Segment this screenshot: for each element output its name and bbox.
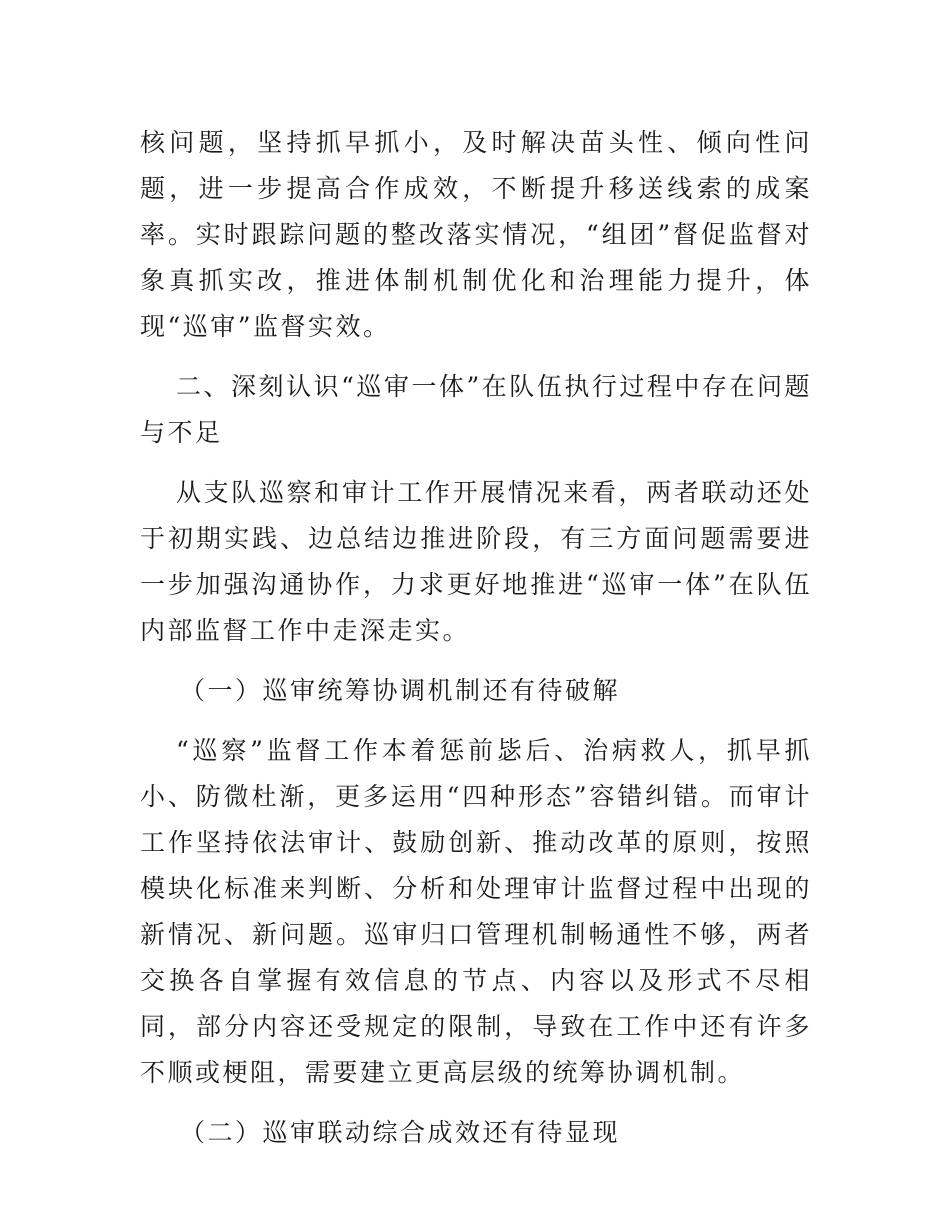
document-body xyxy=(140,120,812,1170)
paragraph-coordination: “巡察”监督工作本着惩前毖后、治病救人，抓早抓小、防微杜渐，更多运用“四种形态”容错纠错。而审计工作坚持依法审计、鼓励创新、推动改革的原则，按照模块化标准来判断、分析和处理审计监督过程中出现的新情况、新问题。巡审归口管理机制畅通性不够，两者交换各自掌握有效信息的节点、内容以及形式不尽相同，部分内容还受规定的限制，导致在工作中还有许多不顺或梗阻，需要建立更高层级的统筹协调机制。 xyxy=(140,736,812,1087)
paragraph-continuation: 核问题，坚持抓早抓小，及时解决苗头性、倾向性问题，进一步提高合作成效，不断提升移送线索的成案率。实时跟踪问题的整改落实情况，“组团”督促监督对象真抓实改，推进体制机制优化和治理能力提升，体现“巡审”监督实效。 xyxy=(140,128,812,341)
paragraph-overview: 从支队巡察和审计工作开展情况来看，两者联动还处于初期实践、边总结边推进阶段，有三方面问题需要进一步加强沟通协作，力求更好地推进“巡审一体”在队伍内部监督工作中走深走实。 xyxy=(140,478,812,645)
subheading-2: （二）巡审联动综合成效还有待显现 xyxy=(180,1118,621,1147)
subheading-1: （一）巡审统筹协调机制还有待破解 xyxy=(180,676,621,705)
section-heading-2: 二、深刻认识“巡审一体”在队伍执行过程中存在问题与不足 xyxy=(140,372,812,447)
